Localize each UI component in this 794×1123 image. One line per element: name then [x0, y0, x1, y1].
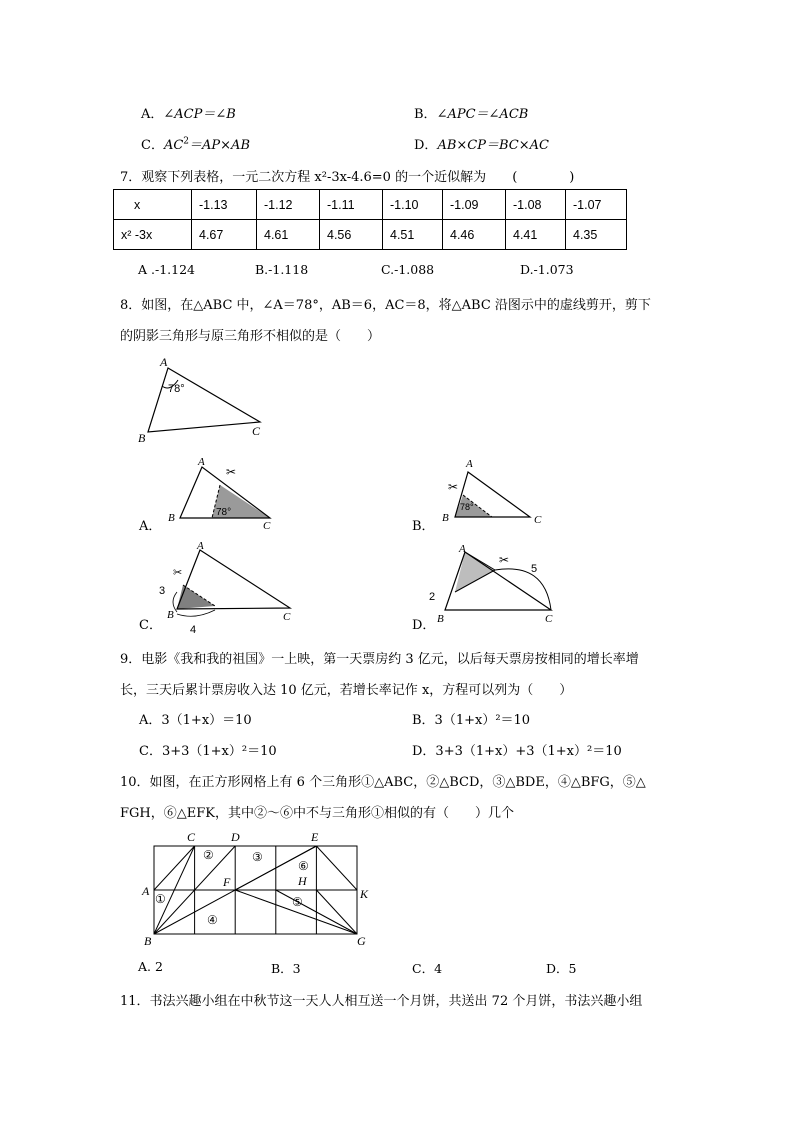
svg-text:B: B — [144, 934, 152, 948]
svg-text:②: ② — [203, 848, 214, 862]
q8-option-b-figure[interactable] — [430, 455, 550, 530]
table-cell: 4.51 — [383, 220, 443, 250]
svg-text:B: B — [442, 512, 449, 524]
q9-option-a[interactable]: A．3（1+x）＝10 — [139, 713, 252, 728]
svg-text:G: G — [357, 934, 366, 948]
vertex-label-b: B — [138, 431, 146, 445]
q8-option-d-label[interactable]: D． — [412, 618, 436, 633]
q10-option-b[interactable]: B．3 — [271, 961, 301, 976]
q7-value-table — [113, 189, 627, 250]
table-cell: -1.11 — [320, 190, 383, 220]
scissors-icon: ✂ — [448, 480, 459, 494]
svg-text:2: 2 — [429, 591, 436, 603]
q10-option-d[interactable]: D．5 — [546, 961, 577, 976]
angle-label: 78° — [168, 383, 185, 395]
table-cell: -1.10 — [383, 190, 443, 220]
svg-text:5: 5 — [531, 563, 538, 575]
svg-text:C: C — [283, 611, 291, 623]
svg-text:A: A — [197, 540, 204, 552]
q6-option-c[interactable]: C．$AC^2=AP\times AB$ — [141, 136, 251, 153]
svg-text:4: 4 — [190, 624, 197, 635]
svg-text:B: B — [168, 512, 175, 524]
q7-option-d[interactable]: D.-1.073 — [520, 262, 574, 277]
q7-stem: 7．观察下列表格，一元二次方程 x²-3x-4.6=0 的一个近似解为 ( ) — [120, 170, 575, 185]
q9-stem-line2: 长，三天后累计票房收入达 10 亿元，若增长率记作 x，方程可以列为（ ） — [120, 683, 573, 698]
q8-stem-line1: 8．如图，在△ABC 中，∠A＝78°，AB＝6，AC＝8，将△ABC 沿图示中的虚线剪开，剪下 — [120, 298, 651, 313]
q8-option-c-label[interactable]: C． — [139, 618, 162, 633]
q6-option-d[interactable]: D．AB×CP＝BC×AC — [414, 138, 549, 153]
table-header-x: x — [114, 190, 192, 220]
q10-option-a[interactable]: A. 2 — [138, 959, 163, 974]
q8-main-figure — [130, 350, 280, 450]
q9-option-d[interactable]: D．3+3（1+x）+3（1+x）²＝10 — [412, 744, 622, 759]
svg-text:B: B — [167, 609, 174, 621]
table-cell: -1.12 — [257, 190, 320, 220]
table-cell: -1.08 — [506, 190, 566, 220]
table-cell: 4.46 — [443, 220, 506, 250]
svg-text:C: C — [534, 514, 542, 526]
q8-option-a-label[interactable]: A． — [139, 519, 162, 534]
table-cell: 4.35 — [566, 220, 627, 250]
vertex-label-a: A — [160, 355, 168, 369]
q10-option-c[interactable]: C．4 — [412, 961, 443, 976]
svg-text:⑥: ⑥ — [298, 859, 309, 873]
table-cell: -1.07 — [566, 190, 627, 220]
scissors-icon: ✂ — [226, 465, 237, 479]
svg-text:E: E — [311, 830, 319, 844]
svg-text:C: C — [545, 613, 553, 625]
table-cell: -1.09 — [443, 190, 506, 220]
svg-text:A: A — [459, 543, 466, 555]
table-row — [114, 190, 627, 220]
q8-option-a-figure[interactable] — [160, 455, 280, 530]
q11-stem-line1: 11．书法兴趣小组在中秋节这一天人人相互送一个月饼，共送出 72 个月饼，书法兴趣小组 — [120, 994, 643, 1009]
table-cell: 4.61 — [257, 220, 320, 250]
q10-stem-line1: 10．如图，在正方形网格上有 6 个三角形①△ABC，②△BCD，③△BDE，④△BFG，⑤△ — [120, 775, 646, 790]
vertex-label-c: C — [252, 424, 261, 438]
svg-text:A: A — [198, 456, 205, 468]
q9-option-c[interactable]: C．3+3（1+x）²＝10 — [139, 744, 277, 759]
svg-text:③: ③ — [252, 850, 263, 864]
scissors-icon: ✂ — [499, 553, 510, 567]
q9-stem-line1: 9．电影《我和我的祖国》一上映，第一天票房约 3 亿元，以后每天票房按相同的增长率增 — [120, 652, 639, 667]
svg-text:C: C — [263, 520, 271, 530]
svg-text:H: H — [298, 874, 307, 888]
q8-option-d-figure[interactable] — [425, 538, 565, 628]
q6-option-b[interactable]: B．∠APC＝∠ACB — [414, 107, 529, 122]
svg-text:C: C — [187, 830, 196, 844]
svg-text:78°: 78° — [216, 507, 232, 518]
table-cell: -1.13 — [192, 190, 257, 220]
q8-stem-line2: 的阴影三角形与原三角形不相似的是（ ） — [120, 329, 381, 344]
q9-option-b[interactable]: B．3（1+x）²＝10 — [412, 713, 531, 728]
svg-text:⑤: ⑤ — [292, 895, 303, 909]
svg-text:A: A — [142, 884, 150, 898]
q6-option-a[interactable]: A．∠ACP＝∠B — [141, 107, 236, 122]
table-row — [114, 220, 627, 250]
q7-option-a[interactable]: A .-1.124 — [138, 262, 195, 277]
svg-text:F: F — [223, 875, 231, 889]
table-cell: 4.56 — [320, 220, 383, 250]
svg-text:B: B — [437, 613, 444, 625]
svg-text:A: A — [466, 458, 473, 470]
svg-text:3: 3 — [159, 585, 166, 597]
svg-text:①: ① — [155, 892, 166, 906]
table-header-expr: x² -3x — [114, 220, 192, 250]
q10-grid-figure — [135, 826, 385, 951]
q8-option-c-figure[interactable] — [155, 540, 300, 635]
svg-text:D: D — [231, 830, 240, 844]
q7-option-b[interactable]: B.-1.118 — [255, 262, 309, 277]
q8-option-b-label[interactable]: B． — [412, 519, 435, 534]
svg-text:④: ④ — [207, 913, 218, 927]
svg-text:78°: 78° — [460, 502, 474, 512]
scissors-icon: ✂ — [173, 567, 183, 579]
svg-text:K: K — [360, 887, 369, 901]
q7-option-c[interactable]: C.-1.088 — [381, 262, 435, 277]
q10-stem-line2: FGH，⑥△EFK，其中②～⑥中不与三角形①相似的有（ ）几个 — [120, 806, 514, 821]
table-cell: 4.41 — [506, 220, 566, 250]
table-cell: 4.67 — [192, 220, 257, 250]
